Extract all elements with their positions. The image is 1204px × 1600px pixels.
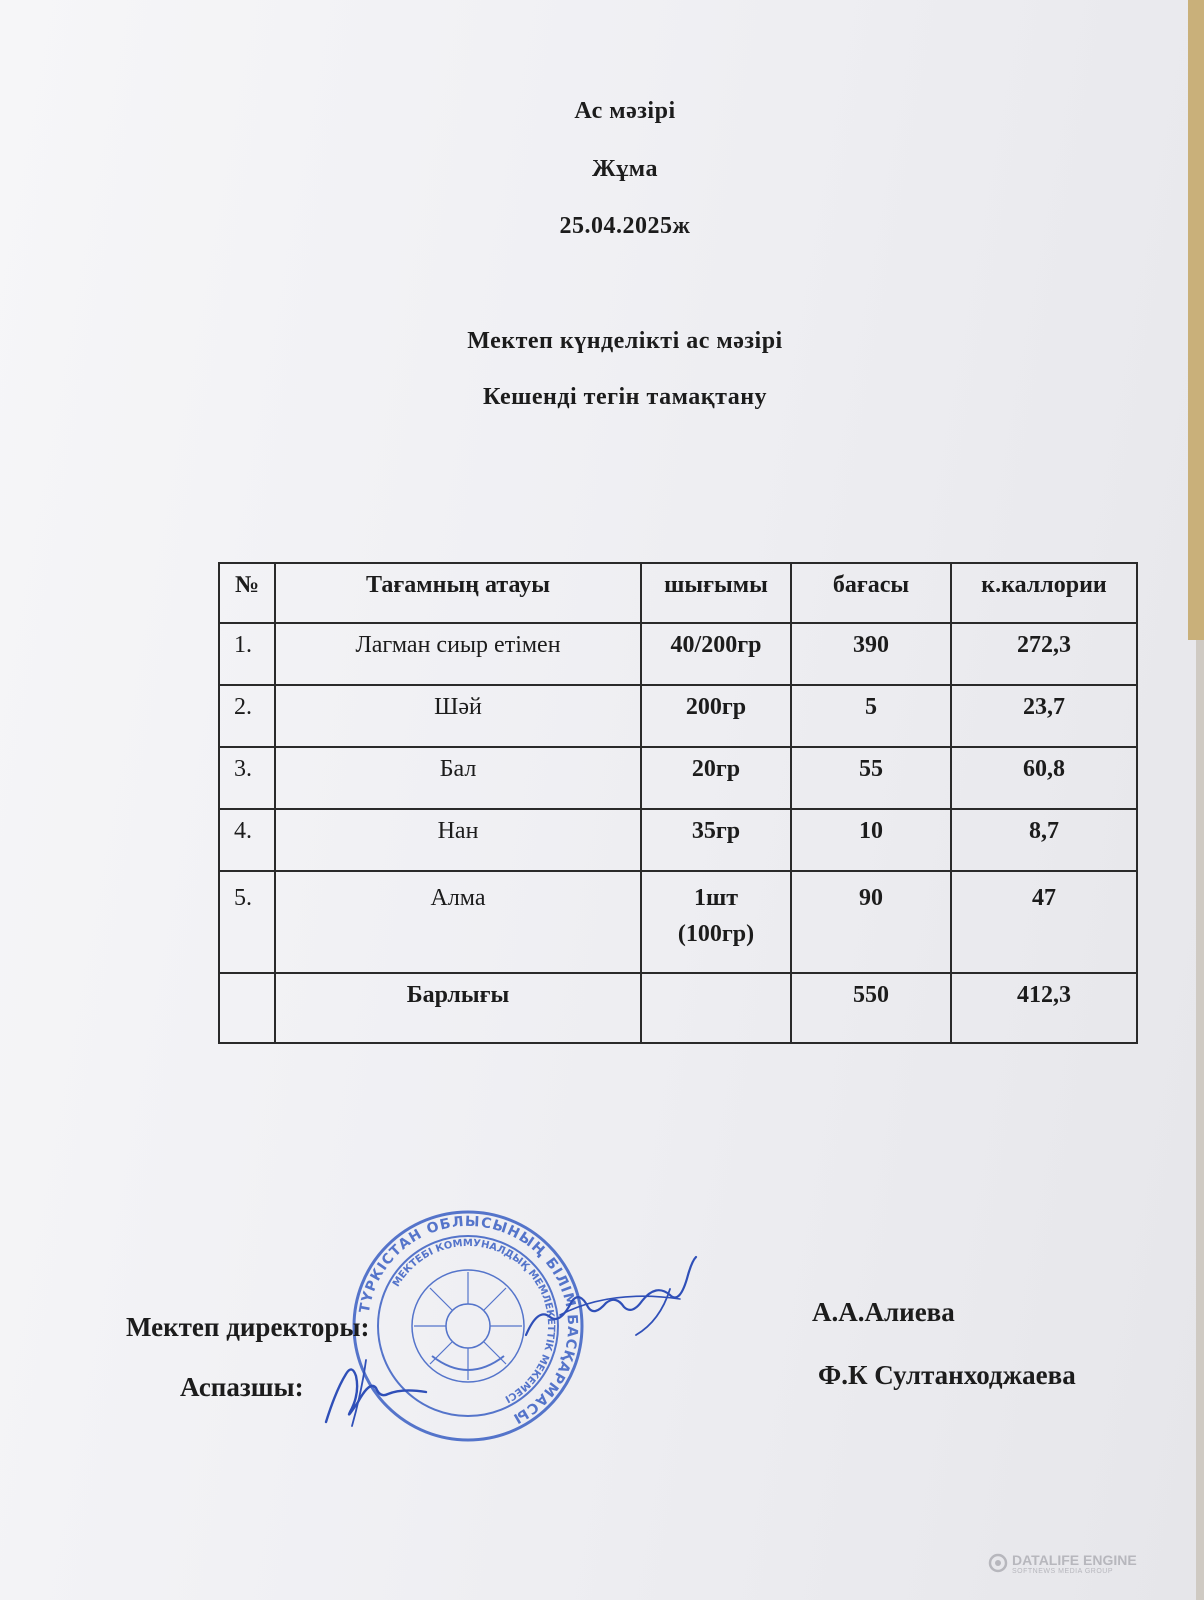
menu-date: 25.04.2025ж (559, 213, 691, 239)
table-row (219, 871, 1137, 973)
row-number: 4. (219, 809, 275, 871)
dish-yield: 40/200гр (641, 623, 791, 685)
cook-name: Ф.К Султанходжаева (818, 1360, 1076, 1390)
menu-title: Ас мәзірі (574, 98, 676, 124)
col-header-yield: шығымы (641, 563, 791, 623)
cook-signature (322, 1350, 432, 1430)
watermark-subtitle: SOFTNEWS MEDIA GROUP (1012, 1568, 1114, 1575)
stamp-outer-text: ТҮРКІСТАН ОБЛЫСЫНЫҢ БІЛІМ БАСҚАРМАСЫ (356, 1213, 581, 1427)
watermark-title: DATALIFE ENGINE (1012, 1552, 1137, 1568)
menu-table (218, 562, 1138, 1044)
director-label: Мектеп директоры: (126, 1312, 370, 1342)
row-number: 2. (219, 685, 275, 747)
table-row (219, 685, 1137, 747)
table-row (219, 623, 1137, 685)
dish-yield-line-1: 1шт (693, 885, 739, 911)
background-edge (1188, 0, 1204, 640)
dish-yield (641, 871, 791, 973)
watermark-logo-icon (988, 1553, 1008, 1573)
table-row (219, 809, 1137, 871)
cook-label: Аспазшы: (180, 1372, 304, 1402)
dish-price: 10 (791, 809, 951, 871)
dish-yield-line-2: (100гр) (677, 921, 755, 947)
dish-price: 55 (791, 747, 951, 809)
dish-calories: 47 (951, 871, 1137, 973)
dish-yield: 200гр (641, 685, 791, 747)
col-header-calories: к.каллории (951, 563, 1137, 623)
row-number: 5. (219, 871, 275, 973)
table-header-row (219, 563, 1137, 623)
director-signature (520, 1255, 710, 1345)
total-calories: 412,3 (951, 973, 1137, 1043)
dish-name: Шәй (275, 685, 641, 747)
col-header-dish-name: Тағамның атауы (275, 563, 641, 623)
col-header-number: № (219, 563, 275, 623)
row-number: 1. (219, 623, 275, 685)
dish-yield: 35гр (641, 809, 791, 871)
total-empty-yield (641, 973, 791, 1043)
dish-name: Лагман сиыр етімен (275, 623, 641, 685)
watermark (1012, 1552, 1137, 1575)
dish-name: Бал (275, 747, 641, 809)
dish-price: 90 (791, 871, 951, 973)
dish-name: Нан (275, 809, 641, 871)
table-row (219, 747, 1137, 809)
dish-yield: 20гр (641, 747, 791, 809)
menu-subtitle-2: Кешенді тегін тамақтану (482, 384, 768, 410)
stamp-inner-text: МЕКТЕБІ КОММУНАЛДЫҚ МЕМЛЕКЕТТІК МЕКЕМЕСІ (391, 1237, 557, 1405)
dish-calories: 272,3 (951, 623, 1137, 685)
dish-name: Алма (275, 871, 641, 973)
dish-price: 390 (791, 623, 951, 685)
director-name: А.А.Алиева (812, 1297, 955, 1327)
dish-calories: 23,7 (951, 685, 1137, 747)
total-price: 550 (791, 973, 951, 1043)
row-number: 3. (219, 747, 275, 809)
dish-calories: 60,8 (951, 747, 1137, 809)
menu-subtitle-1: Мектеп күнделікті ас мәзірі (467, 328, 783, 354)
dish-price: 5 (791, 685, 951, 747)
total-row (219, 973, 1137, 1043)
total-label: Барлығы (275, 973, 641, 1043)
menu-day: Жұма (592, 156, 658, 182)
dish-calories: 8,7 (951, 809, 1137, 871)
total-empty-number (219, 973, 275, 1043)
col-header-price: бағасы (791, 563, 951, 623)
